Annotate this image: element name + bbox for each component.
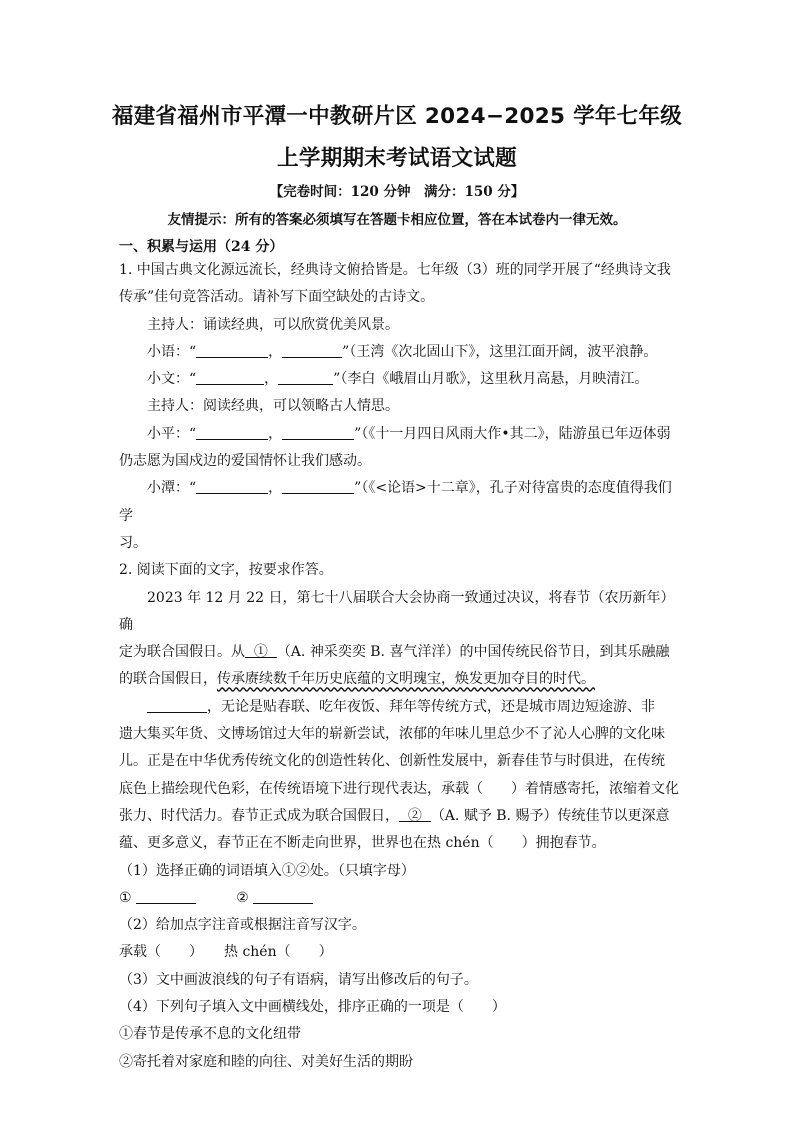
q1-host-line1: 主持人：诵读经典，可以欣赏优美风景。: [147, 316, 399, 333]
q2-para2-line5: [119, 803, 679, 830]
exam-title-line2: 上学期期末考试语文试题: [277, 146, 517, 171]
answer-label-2: ②: [236, 889, 249, 906]
q2-para1-line3: [119, 666, 679, 693]
answer-blank[interactable]: [196, 369, 264, 385]
wavy-underlined-sentence: 传承赓续数千年历史底蕴的文明瑰宝，焕发更加夺目的时代。: [217, 671, 595, 688]
comma: ，: [268, 425, 283, 442]
q1-host-line2: 主持人：阅读经典，可以领略古人情思。: [147, 398, 399, 415]
q1-xiaoyu-line: [119, 339, 679, 366]
blank-label: ②: [407, 807, 422, 824]
answer-blank[interactable]: [196, 424, 268, 440]
exam-time-info: 【完卷时间：120 分钟 满分：150 分】: [269, 184, 525, 200]
text-span: （A. 赋予 B. 赐予）传统佳节以更深意: [430, 807, 670, 824]
q2-sub1-answers: [119, 885, 679, 912]
q2-prompt: 2. 阅读下面的文字，按要求作答。: [119, 562, 333, 579]
comma: ，: [268, 343, 283, 360]
answer-blank[interactable]: [196, 478, 268, 494]
q2-sub1: （1）选择正确的词语填入①②处。（只填字母）: [119, 862, 415, 879]
q1-xiaoping-cont: 仍志愿为国戍边的爱国情怀让我们感动。: [119, 453, 371, 470]
blank-marker-2[interactable]: [399, 808, 431, 824]
q1-intro-line2: 传承”佳句竞答活动。请补写下面空缺处的古诗文。: [119, 289, 435, 306]
q2-para1-line2: [119, 639, 679, 666]
q2-sub4: （4）下列句子填入文中画横线处，排序正确的一项是（ ）: [119, 999, 506, 1016]
comma: ，: [264, 371, 279, 388]
friendly-tip: 友情提示：所有的答案必须填写在答题卡相应位置，答在本试卷内一律无效。: [167, 212, 627, 228]
q2-option-2: ②寄托着对家庭和睦的向往、对美好生活的期盼: [119, 1053, 413, 1070]
q1-xiaowen-line: [119, 366, 679, 393]
xiaoyu-label: 小语：“: [147, 343, 197, 360]
text-span: 的联合国假日，: [119, 671, 217, 688]
q2-para2-line1: [119, 694, 679, 721]
xiaowen-source: ”（李白《峨眉山月歌》，这里秋月高悬，月映清江。: [333, 371, 649, 388]
text-span: （A. 神采奕奕 B. 喜气洋洋）的中国传统民俗节日，到其乐融融: [276, 644, 670, 661]
section-heading: 一、积累与运用（24 分）: [119, 239, 284, 255]
xiaotan-source: ”（《<论语>十二章》，孔子对待富贵的态度值得我们学: [119, 480, 672, 524]
question-body: [119, 257, 679, 1076]
q1-xiaotan-line: [119, 475, 679, 530]
answer-blank[interactable]: [147, 697, 207, 713]
text-span: ，无论是贴春联、吃年夜饭、拜年等传统方式，还是城市周边短途游、非: [207, 698, 655, 715]
q1-xiaotan-cont: 习。: [119, 534, 147, 551]
xiaowen-label: 小文：“: [147, 371, 197, 388]
q2-para2-line6: 蕴、更多意义，春节正在不断走向世界，世界也在热 chén（ ）拥抱春节。: [119, 835, 606, 852]
q1-intro-line1: 1. 中国古典文化源远流长，经典诗文俯拾皆是。七年级（3）班的同学开展了“经典诗文我: [119, 262, 671, 278]
answer-blank[interactable]: [136, 888, 196, 904]
xiaotan-label: 小潭：“: [147, 480, 197, 497]
q2-para2-line4: 底色上描绘现代色彩，在传统语境下进行现代表达，承载（ ）着情感寄托，浓缩着文化: [119, 780, 679, 797]
q1-xiaoping-line: [119, 421, 679, 448]
q2-sub2: （2）给加点字注音或根据注音写汉字。: [119, 917, 366, 934]
answer-blank[interactable]: [282, 342, 342, 358]
text-span: 张力、时代活力。春节正式成为联合国假日，: [119, 807, 399, 824]
exam-title-line1: 福建省福州市平潭一中教研片区 2024−2025 学年七年级: [111, 104, 683, 129]
text-span: 定为联合国假日。从: [119, 644, 245, 661]
comma: ，: [268, 480, 283, 497]
answer-blank[interactable]: [278, 369, 333, 385]
answer-label-1: ①: [119, 889, 132, 906]
q2-para1-line1: 2023 年 12 月 22 日，第七十八届联合大会协商一致通过决议，将春节（农历新年）确: [119, 589, 675, 633]
answer-blank[interactable]: [196, 342, 268, 358]
xiaoyu-source: ”（王湾《次北固山下》，这里江面开阔，波平浪静。: [342, 343, 658, 360]
blank-label: ①: [253, 644, 268, 661]
q2-option-1: ①春节是传承不息的文化纽带: [119, 1026, 301, 1043]
answer-blank[interactable]: [253, 888, 313, 904]
answer-blank[interactable]: [282, 424, 354, 440]
q2-sub2-answers: 承载（ ） 热 chén（ ）: [119, 944, 333, 961]
q2-para2-line2: 遗大集买年货、文博场馆过大年的崭新尝试，浓郁的年味儿里总少不了沁人心脾的文化味: [119, 726, 665, 743]
q2-para2-line3: 儿。正是在中华优秀传统文化的创造性转化、创新性发展中，新春佳节与时俱进，在传统: [119, 753, 665, 770]
xiaoping-source: ”（《十一月四日风雨大作•其二》，陆游虽已年迈体弱: [354, 425, 671, 442]
xiaoping-label: 小平：“: [147, 425, 197, 442]
blank-marker-1[interactable]: [245, 644, 277, 660]
q2-sub3: （3）文中画波浪线的句子有语病，请写出修改后的句子。: [119, 971, 478, 988]
answer-blank[interactable]: [282, 478, 354, 494]
